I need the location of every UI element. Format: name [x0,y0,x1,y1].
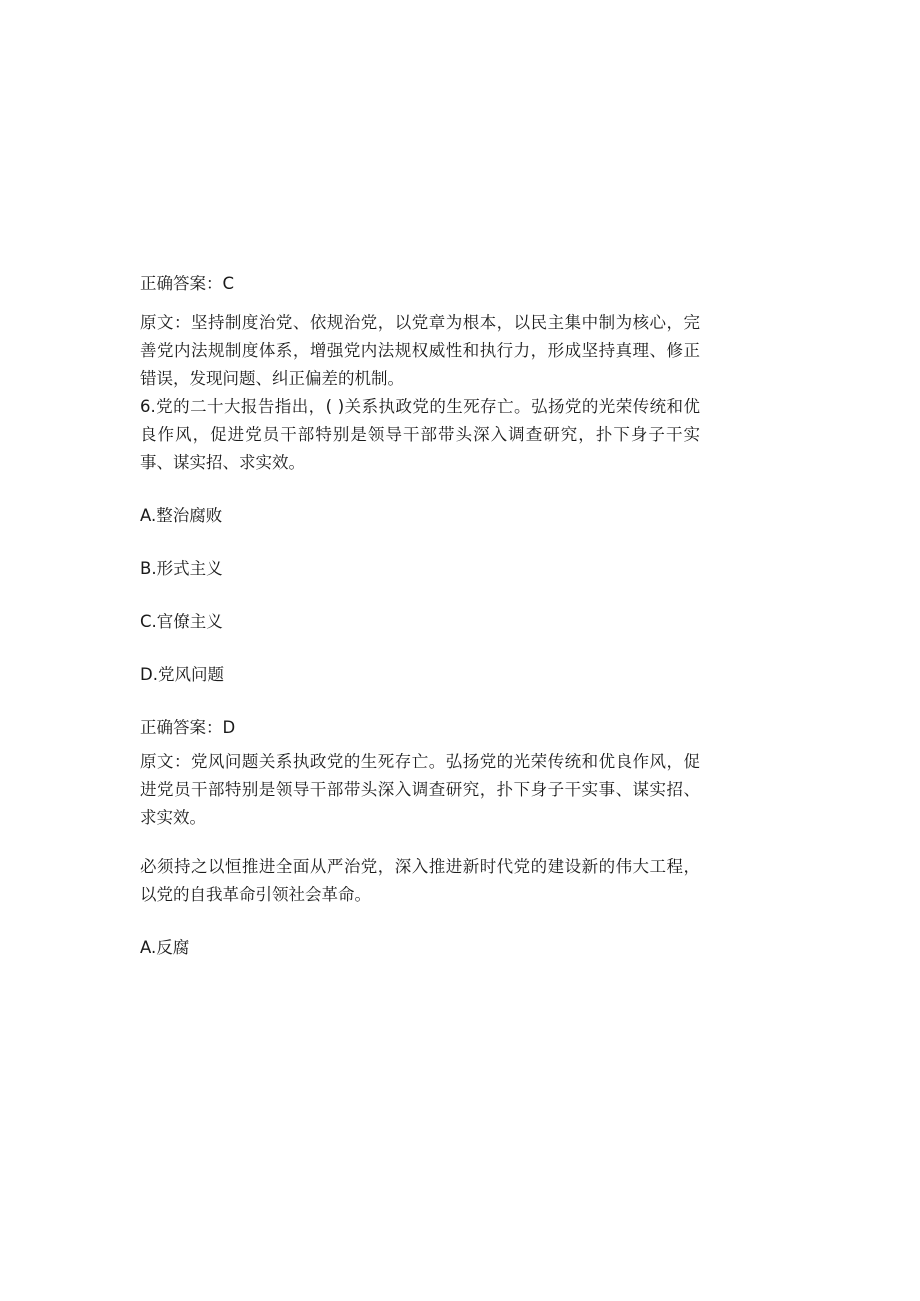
original-text-2: 原文：党风问题关系执政党的生死存亡。弘扬党的光荣传统和优良作风，促进党员干部特别是领导干部带头深入调查研究，扑下身子干实事、谋实招、求实效。 [140,752,700,827]
answer-line-2: 正确答案：D [140,718,236,737]
answer-line-1: 正确答案：C [140,274,235,293]
question-6-option-d: D.党风问题 [140,665,224,684]
question-6-option-a: A.整治腐败 [140,506,223,525]
question-6: 6.党的二十大报告指出，( )关系执政党的生死存亡。弘扬党的光荣传统和优良作风，促进党员干部特别是领导干部带头深入调查研究，扑下身子干实事、谋实招、求实效。 [140,397,700,472]
original-text-1: 原文：坚持制度治党、依规治党，以党章为根本，以民主集中制为核心，完善党内法规制度体系，增强党内法规权威性和执行力，形成坚持真理、修正错误，发现问题、纠正偏差的机制。 [140,313,700,388]
question-7-option-a: A.反腐 [140,938,190,957]
question-7: 必须持之以恒推进全面从严治党，深入推进新时代党的建设新的伟大工程，以党的自我革命引领社会革命。 [140,857,700,904]
question-6-option-c: C.官僚主义 [140,612,223,631]
document-page [140,270,700,962]
question-6-option-b: B.形式主义 [140,559,223,578]
